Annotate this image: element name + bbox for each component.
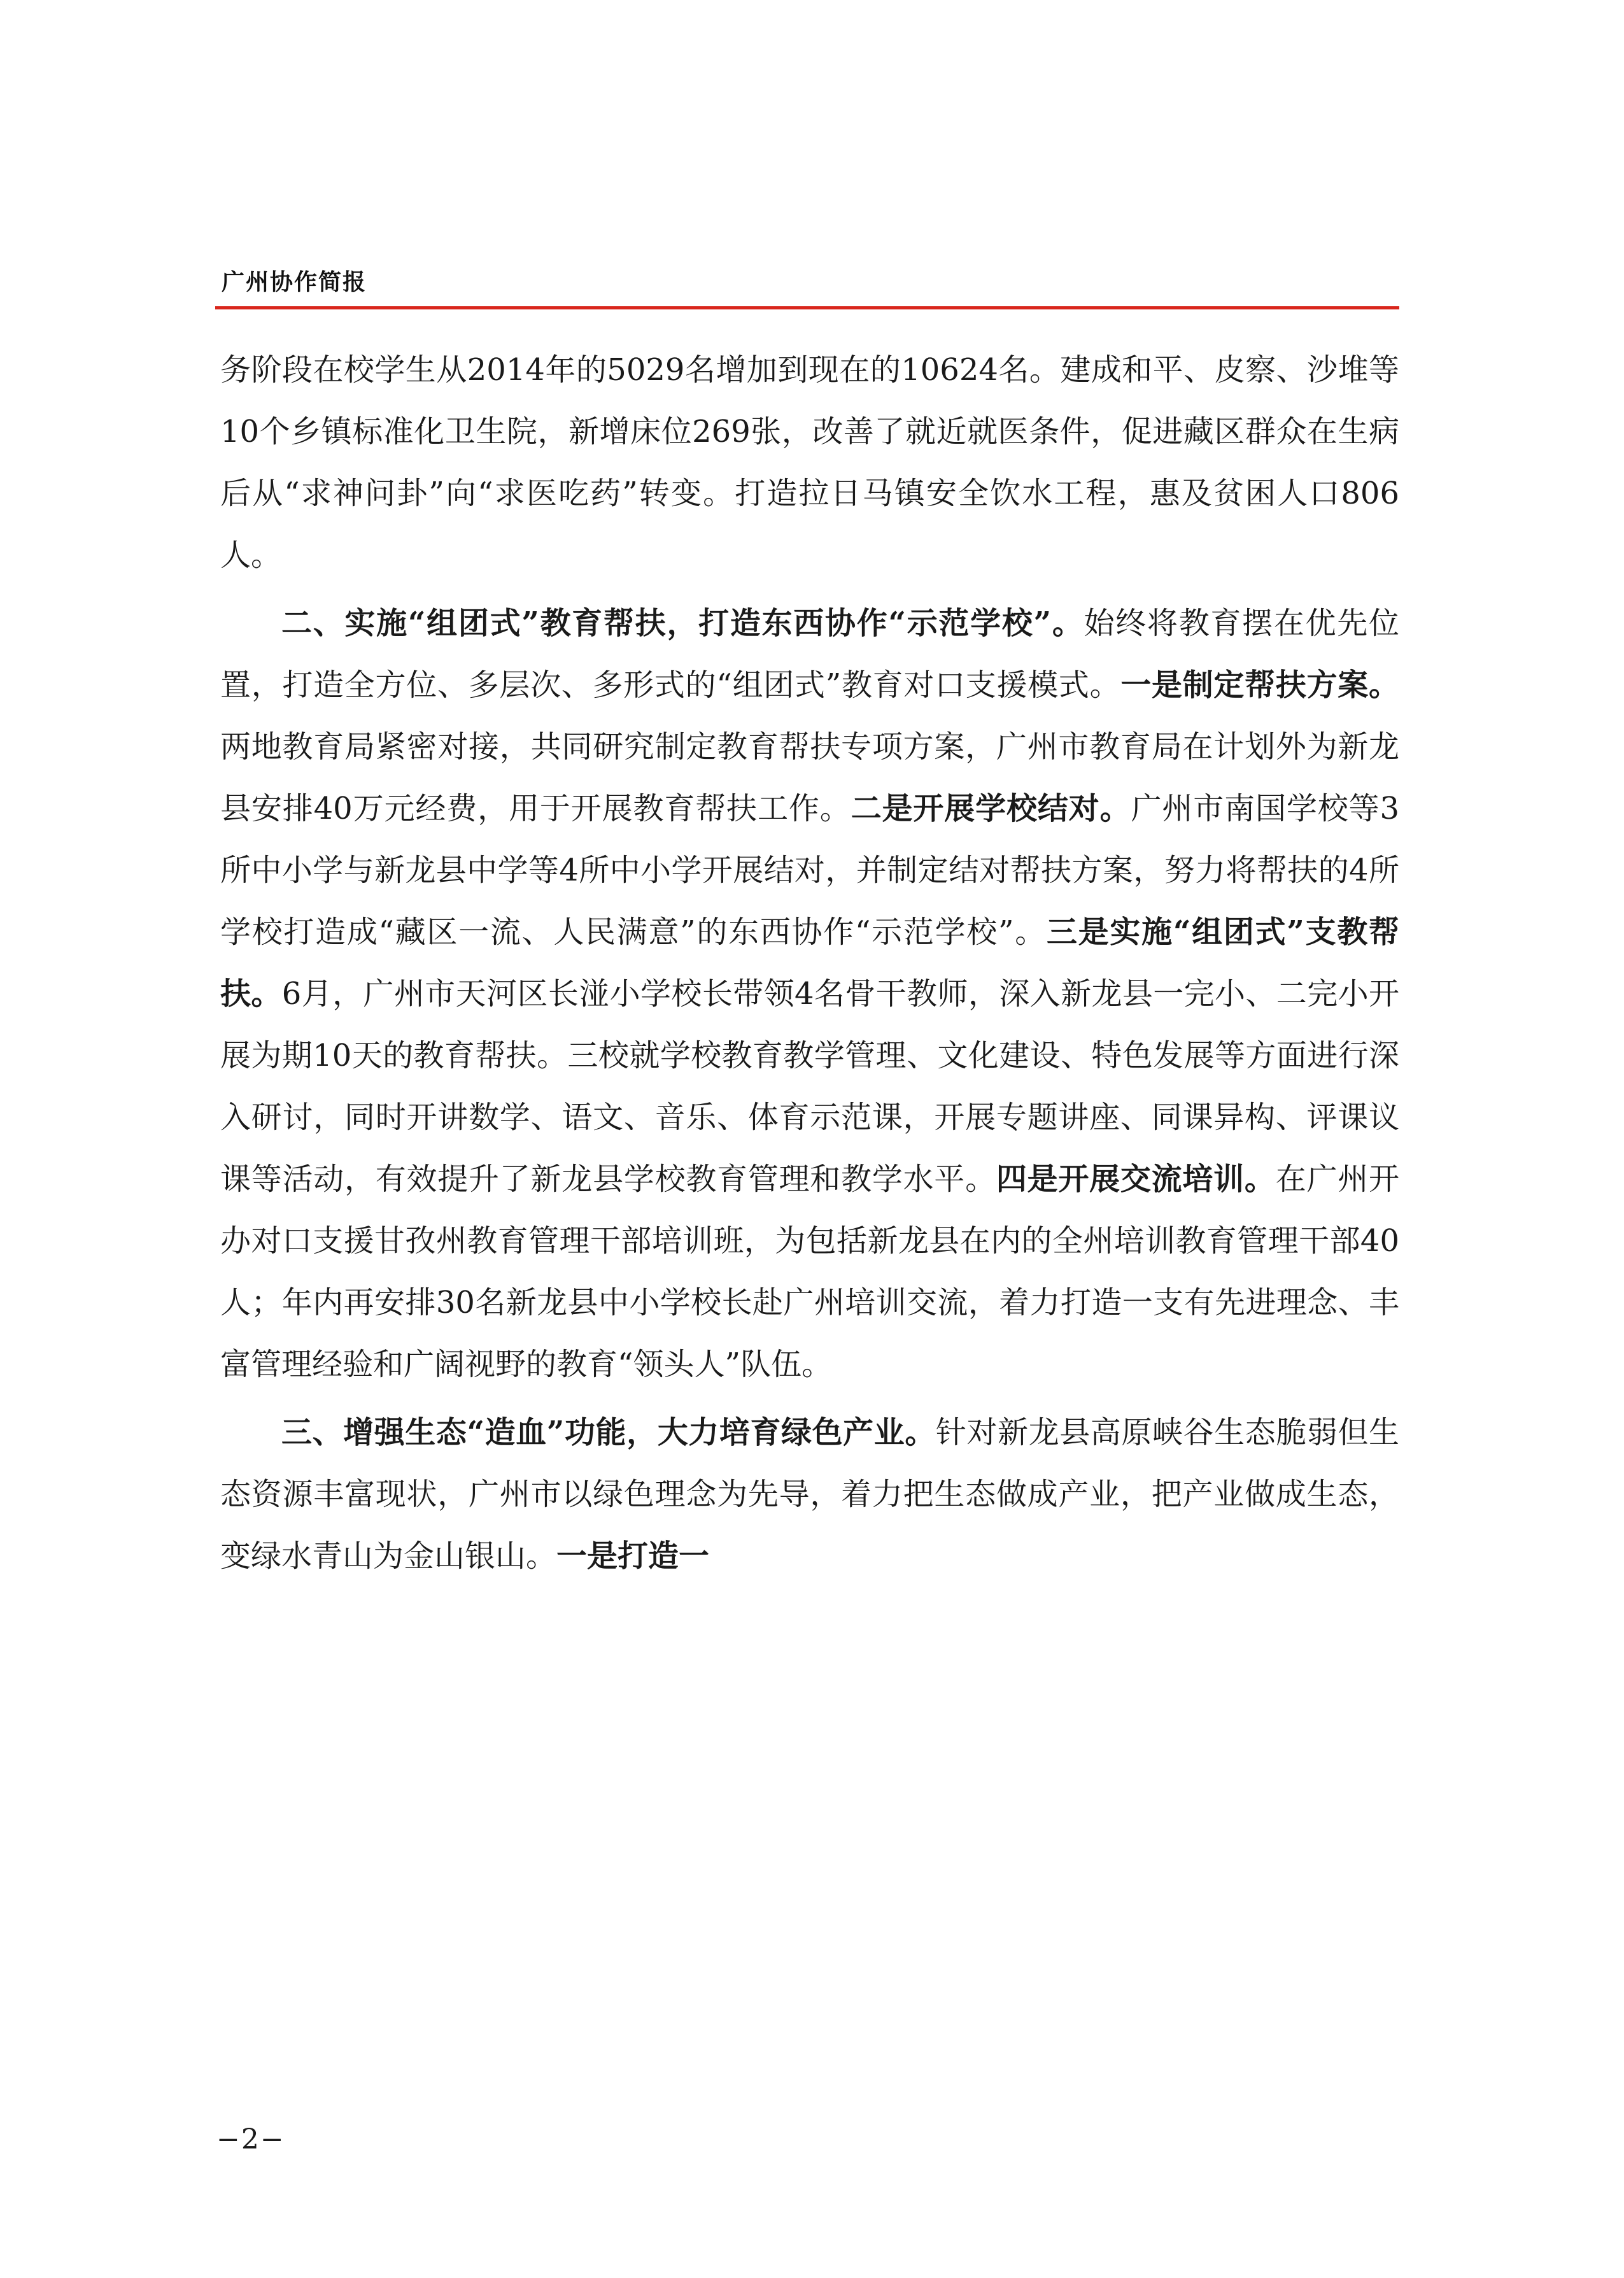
point-heading-3: 三是实施“组团式”支教帮扶。 — [220, 914, 1399, 1012]
paragraph-text: 广州市南国学校等3所中小学与新龙县中学等4所中小学开展结对，并制定结对帮扶方案，努力将帮扶的4所学校打造成“藏区一流、人民满意”的东西协作“示范学校”。 — [220, 791, 1399, 950]
point-heading-2: 二是开展学校结对。 — [851, 791, 1131, 826]
paragraph-text: 始终将教育摆在优先位置，打造全方位、多层次、多形式的“组团式”教育对口支援模式。 — [220, 605, 1399, 703]
point-heading-1: 一是打造一 — [556, 1538, 710, 1574]
paragraph-3 — [220, 1402, 1399, 1587]
paragraph-text: 在广州开办对口支援甘孜州教育管理干部培训班，为包括新龙县在内的全州培训教育管理干部40人；年内再安排30名新龙县中小学校长赴广州培训交流，着力打造一支有先进理念、丰富管理经验和广阔视野的教育“领头人”队伍。 — [220, 1161, 1399, 1382]
point-heading-4: 四是开展交流培训。 — [996, 1161, 1276, 1197]
publication-title: 广州协作简报 — [222, 269, 367, 295]
header-divider — [215, 306, 1399, 309]
paragraph-2 — [220, 593, 1399, 1396]
section-heading-2: 二、实施“组团式”教育帮扶，打造东西协作“示范学校”。 — [281, 605, 1084, 641]
paragraph-text: 6月，广州市天河区长湴小学校长带领4名骨干教师，深入新龙县一完小、二完小开展为期10天的教育帮扶。三校就学校教育教学管理、文化建设、特色发展等方面进行深入研讨，同时开讲数学、语文、音乐、体育示范课，开展专题讲座、同课异构、评课议课等活动，有效提升了新龙县学校教育管理和教学水平。 — [220, 976, 1399, 1197]
paragraph-text: 两地教育局紧密对接，共同研究制定教育帮扶专项方案，广州市教育局在计划外为新龙县安排40万元经费，用于开展教育帮扶工作。 — [220, 729, 1399, 826]
page-number: −2− — [216, 2123, 285, 2156]
document-body — [220, 339, 1399, 1594]
section-heading-3: 三、增强生态“造血”功能，大力培育绿色产业。 — [281, 1415, 936, 1450]
paragraph-1: 务阶段在校学生从2014年的5029名增加到现在的10624名。建成和平、皮察、沙堆等10个乡镇标准化卫生院，新增床位269张，改善了就近就医条件，促进藏区群众在生病后从“求神问卦”向“求医吃药”转变。打造拉日马镇安全饮水工程，惠及贫困人口806人。 — [220, 352, 1399, 573]
paragraph-text: 针对新龙县高原峡谷生态脆弱但生态资源丰富现状，广州市以绿色理念为先导，着力把生态做成产业，把产业做成生态，变绿水青山为金山银山。 — [220, 1415, 1399, 1574]
point-heading-1: 一是制定帮扶方案。 — [1120, 667, 1399, 703]
